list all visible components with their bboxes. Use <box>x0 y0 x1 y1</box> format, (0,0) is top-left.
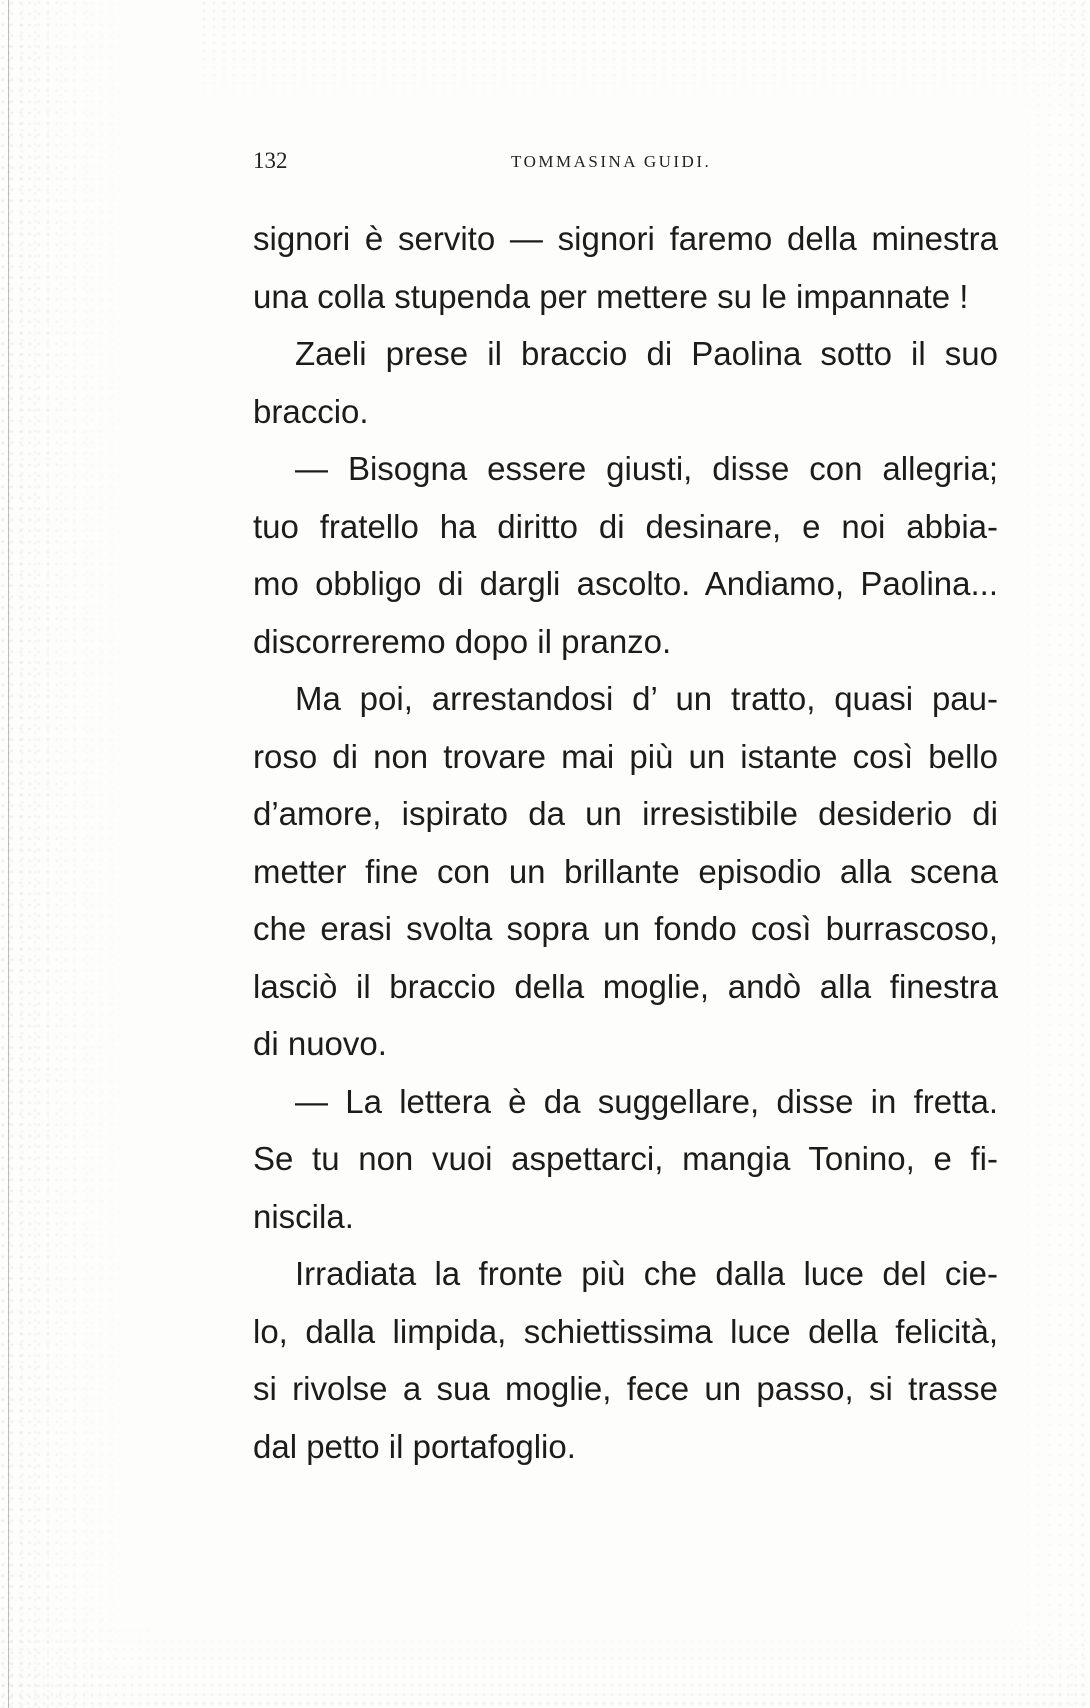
text-line: Zaeli prese il braccio di Paolina sotto il suo <box>295 335 998 372</box>
text-line: tuo fratello ha diritto di desinare, e noi abbia- <box>253 507 998 545</box>
running-title: TOMMASINA GUIDI. <box>511 152 712 171</box>
text-line: dal petto il portafoglio. <box>253 1427 576 1465</box>
running-head <box>253 148 998 178</box>
scan-speckle-top <box>200 0 1090 130</box>
text-line: — La lettera è da suggellare, disse in fretta. <box>295 1082 998 1120</box>
text-line: lo, dalla limpida, schiettissima luce della felicità, <box>253 1312 998 1350</box>
text-line: mo obbligo di dargli ascolto. Andiamo, Paolina... <box>253 565 998 602</box>
text-line: si rivolse a sua moglie, fece un passo, si trasse <box>253 1370 998 1407</box>
text-line: Irradiata la fronte più che dalla luce del cie- <box>295 1255 998 1292</box>
text-line: — Bisogna essere giusti, disse con allegria; <box>295 450 998 487</box>
text-line: signori è servito — signori faremo della minestra <box>253 220 998 257</box>
text-line: Ma poi, arrestandosi d’ un tratto, quasi pau- <box>295 680 998 717</box>
text-line: di nuovo. <box>253 1025 387 1062</box>
text-line: discorreremo dopo il pranzo. <box>253 622 672 660</box>
scan-speckle-right <box>1000 0 1090 1708</box>
text-line: lasciò il braccio della moglie, andò alla finestra <box>253 967 998 1005</box>
text-line: niscila. <box>253 1197 354 1235</box>
scan-speckle-left <box>0 0 160 1708</box>
text-line: che erasi svolta sopra un fondo così burrascoso, <box>253 910 998 947</box>
binding-edge <box>8 0 9 1708</box>
text-line: braccio. <box>253 392 369 430</box>
text-line: d’amore, ispirato da un irresistibile desiderio di <box>253 795 998 832</box>
scan-speckle-bottom <box>0 1600 1090 1708</box>
text-line: Se tu non vuoi aspettarci, mangia Tonino, e fi- <box>253 1140 998 1177</box>
text-line: una colla stupenda per mettere su le impannate ! <box>253 277 969 315</box>
text-line: roso di non trovare mai più un istante così bello <box>253 737 998 775</box>
body-text <box>253 210 998 1475</box>
page-number: 132 <box>253 148 288 173</box>
text-line: metter fine con un brillante episodio alla scena <box>253 852 998 890</box>
